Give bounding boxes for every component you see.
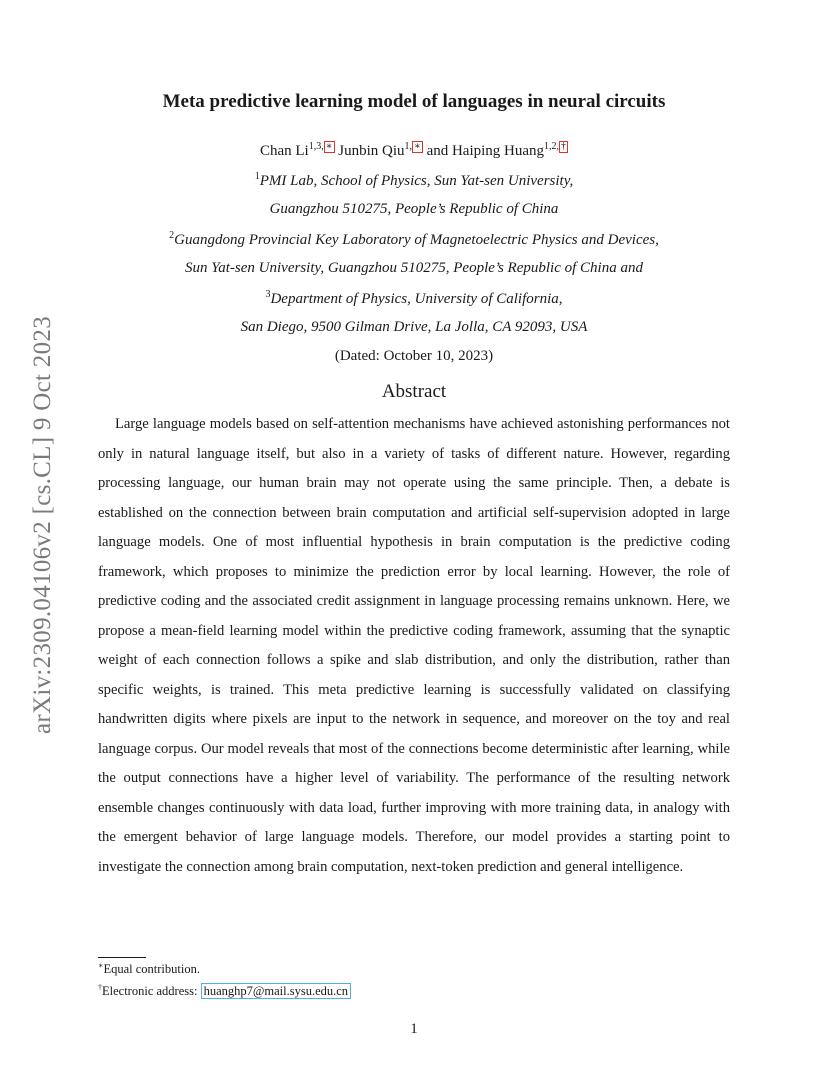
footnote-divider (98, 957, 146, 958)
author-name: Junbin Qiu (338, 143, 405, 159)
abstract-heading: Abstract (381, 381, 447, 402)
affiliation-line: $^2$Guangdong Provincial Key Laboratory of Magnetoelectric Physics and Devices, (169, 230, 659, 248)
email-link[interactable]: huanghp7@mail.sysu.edu.cn (201, 983, 351, 999)
affiliation-line: San Diego, 9500 Gilman Drive, La Jolla, CA 92093, USA (240, 319, 588, 335)
abstract-body: Large language models based on self-attention mechanisms have achieved astonishing performances not only in natural language itself, but also in a variety of tasks of different nature. However, regarding processing language, our human brain may not operate using the same principle. Then, a debate is established on the connection between brain computation and artificial self-supervision adopted in large language models. One of most influential hypothesis in brain computation is the predictive coding framework, which proposes to minimize the prediction error by local learning. However, the role of predictive coding and the associated credit assignment in language processing remains unknown. Here, we propose a mean-field learning model within the predictive coding framework, assuming that the synaptic weight of each connection follows a spike and slab distribution, and only the distribution, rather than specific weights, is trained. This meta predictive learning is successfully validated on classifying handwritten digits where pixels are input to the network in sequence, and moreover on the toy and real language corpus. Our model reveals that most of the connections become deterministic after learning, while the output connections have a higher level of variability. The performance of the resulting network ensemble changes continuously with data load, further improving with more training data, in analogy with the emergent behavior of large language models. Therefore, our model provides a starting point to investigate the connection among brain computation, next-token prediction and general intelligence. (98, 416, 730, 875)
author-name: and Haiping Huang (426, 143, 545, 159)
affiliation-line: Guangzhou 510275, People’s Republic of China (269, 201, 559, 217)
affiliation-line: $^1$PMI Lab, School of Physics, Sun Yat-sen University, (254, 171, 574, 189)
page-number: 1 (410, 1021, 418, 1037)
author-name: Chan Li (259, 143, 309, 159)
footnote-link[interactable]: ∗ (325, 141, 333, 152)
affiliation-superscript: 1,2, (544, 141, 560, 152)
affiliation-line: Sun Yat-sen University, Guangzhou 510275, People’s Republic of China and (185, 260, 643, 276)
paper-title: Meta predictive learning model of languages in neural circuits (162, 91, 666, 112)
arxiv-sidebar-stamp (23, 300, 63, 750)
arxiv-id-text: arXiv:2309.04106v2 [cs.CL] 9 Oct 2023 (29, 316, 56, 734)
affiliation-superscript: 1, (404, 141, 413, 152)
footnote-equal-contribution: ∗Equal contribution. (98, 961, 200, 977)
author-line (0, 141, 828, 160)
affiliation-line: $^3$Department of Physics, University of California, (265, 289, 563, 307)
affiliation-superscript: 1,3, (308, 141, 324, 152)
footnote-link[interactable]: † (561, 141, 567, 152)
dated-line: (Dated: October 10, 2023) (334, 348, 494, 364)
footnote-link[interactable]: ∗ (414, 141, 421, 152)
footnote-email: †Electronic address: huanghp7@mail.sysu.edu.cn (98, 983, 351, 999)
